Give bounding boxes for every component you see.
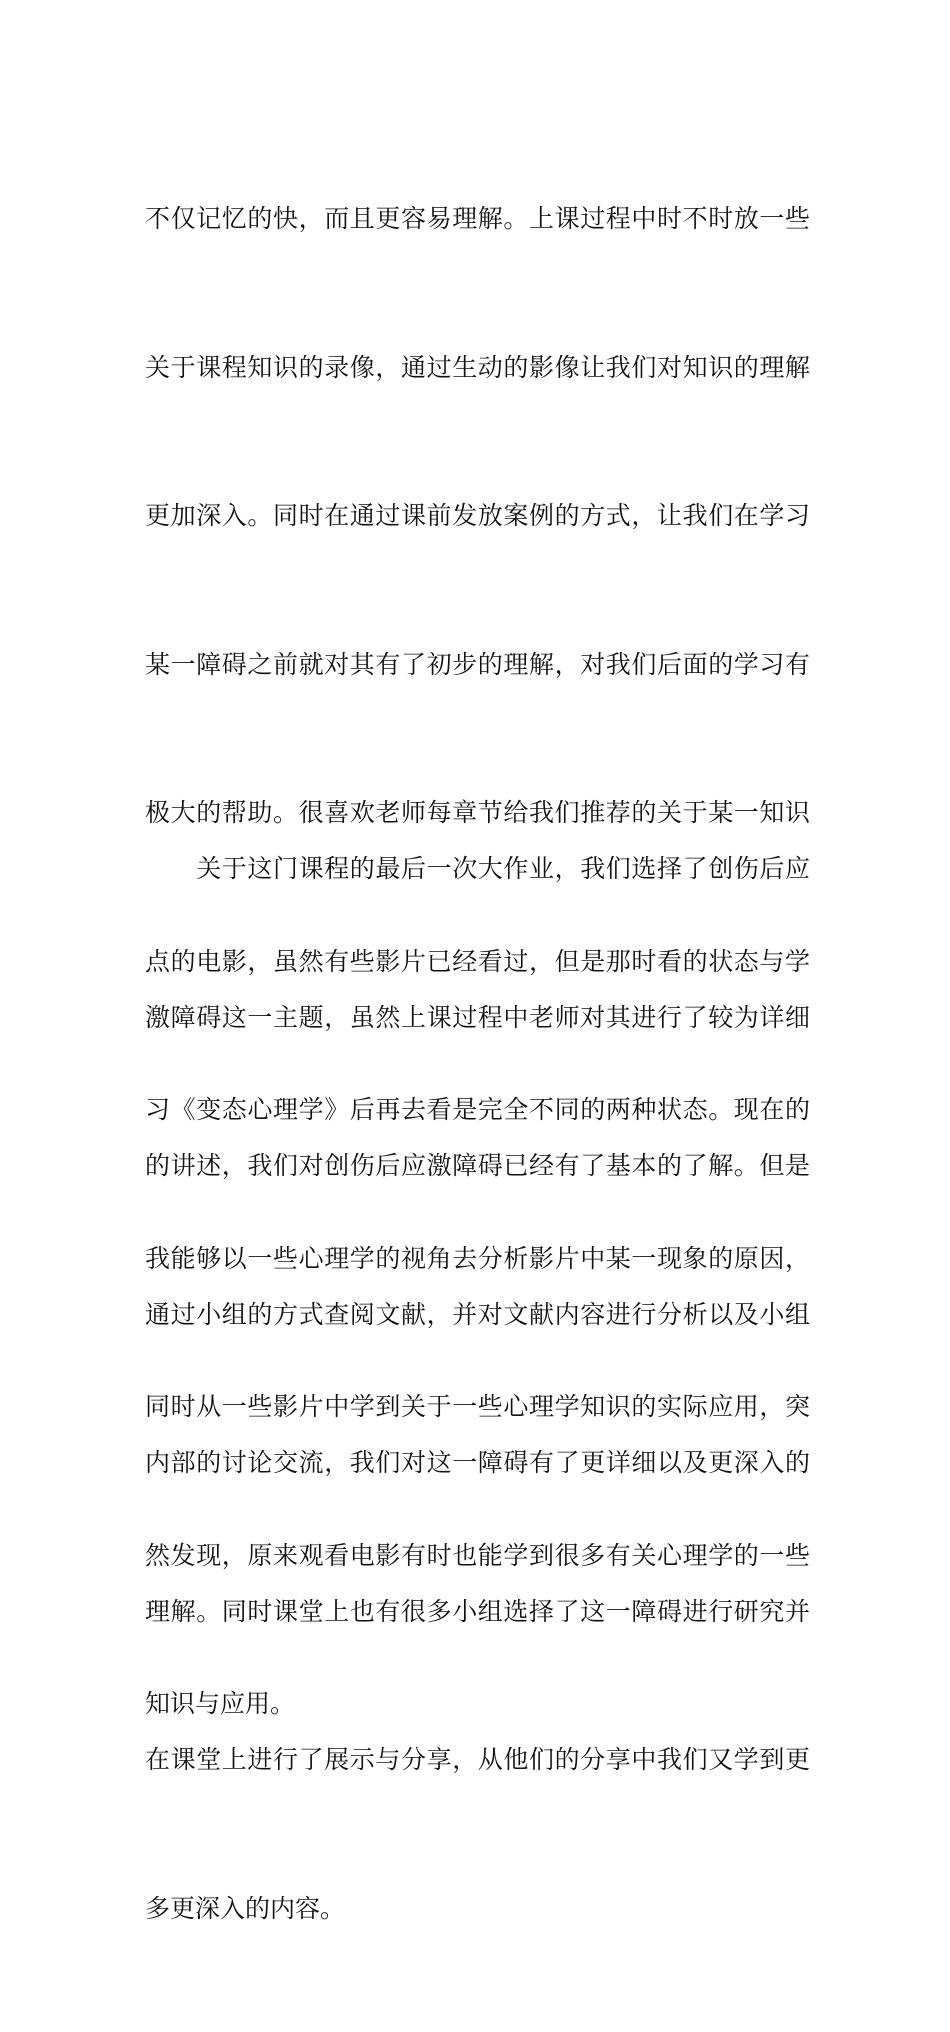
text-line: 在课堂上进行了展示与分享，从他们的分享中我们又学到更 [145,1745,810,1774]
text-line: 更加深入。同时在通过课前发放案例的方式，让我们在学习 [145,501,810,530]
text-line: 多更深入的内容。 [145,1893,346,1923]
text-line: 理解。同时课堂上也有很多小组选择了这一障碍进行研究并 [145,1596,810,1626]
text-line: 关于这门课程的最后一次大作业，我们选择了创伤后应 [145,854,810,883]
paragraph-2 [145,745,810,2032]
text-line: 内部的讨论交流，我们对这一障碍有了更详细以及更深入的 [145,1448,810,1477]
text-line: 通过小组的方式查阅文献，并对文献内容进行分析以及小组 [145,1299,810,1329]
text-line: 知识与应用。 [145,1689,296,1718]
text-line: 点的电影，虽然有些影片已经看过，但是那时看的状态与学 [145,946,810,976]
text-line: 不仅记忆的快，而且更容易理解。上课过程中时不时放一些 [145,204,810,233]
text-line: 然发现，原来观看电影有时也能学到很多有关心理学的一些 [145,1540,810,1570]
text-line: 极大的帮助。很喜欢老师每章节给我们推荐的关于某一知识 [145,798,810,827]
text-line: 激障碍这一主题，虽然上课过程中老师对其进行了较为详细 [145,1002,810,1032]
text-line: 的讲述，我们对创伤后应激障碍已经有了基本的了解。但是 [145,1151,810,1180]
text-line: 习《变态心理学》后再去看是完全不同的两种状态。现在的 [145,1095,810,1124]
text-line: 某一障碍之前就对其有了初步的理解，对我们后面的学习有 [145,649,810,679]
text-line: 关于课程知识的录像，通过生动的影像让我们对知识的理解 [145,352,810,382]
text-line: 我能够以一些心理学的视角去分析影片中某一现象的原因， [145,1243,810,1273]
text-line: 同时从一些影片中学到关于一些心理学知识的实际应用，突 [145,1392,810,1421]
